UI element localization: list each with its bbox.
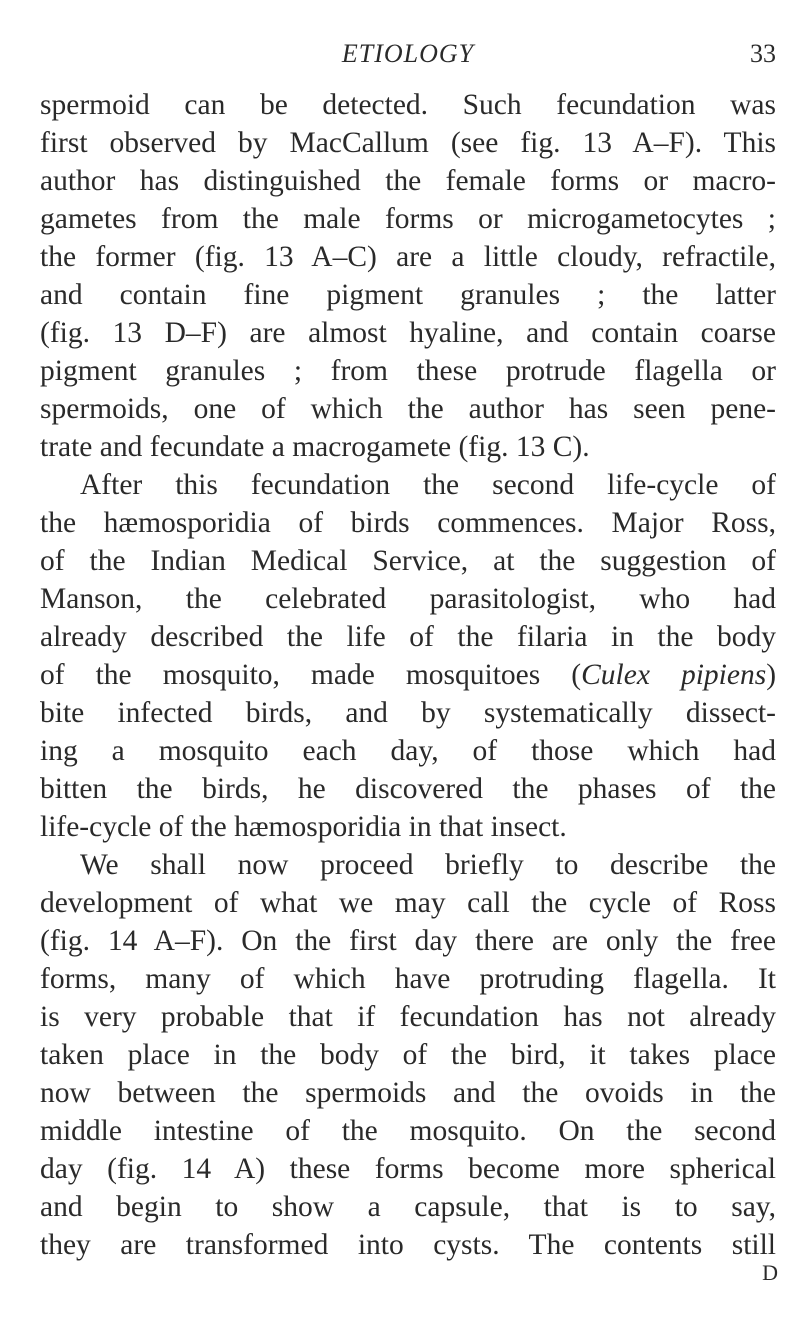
text-line: (fig. 14 A–F). On the first day there are only the free [40, 925, 776, 957]
text-line: trate and fecundate a macrogamete (fig. 13 C). [40, 431, 590, 463]
text-line: (fig. 13 D–F) are almost hyaline, and contain coarse [40, 317, 776, 349]
text-line: pigment granules ; from these protrude flagella or [40, 355, 776, 387]
text-line: forms, many of which have protruding flagella. It [40, 963, 776, 995]
signature-mark: D [762, 1260, 778, 1285]
text-line: the hæmosporidia of birds commences. Major Ross, [40, 507, 776, 539]
running-title: ETIOLOGY [341, 39, 475, 68]
text-line: now between the spermoids and the ovoids in the [40, 1077, 776, 1109]
text-line: bitten the birds, he discovered the phases of the [40, 773, 776, 805]
text-line: spermoids, one of which the author has seen pene- [40, 393, 776, 425]
text-line: is very probable that if fecundation has not already [40, 1001, 776, 1033]
text-line: We shall now proceed briefly to describe the [80, 849, 776, 881]
text-line: taken place in the body of the bird, it takes place [40, 1039, 776, 1071]
body-text [40, 86, 776, 1264]
text-line: life-cycle of the hæmosporidia in that insect. [40, 811, 567, 843]
text-line-with-italic [40, 656, 776, 694]
text-segment: ) [766, 659, 777, 691]
text-line: ing a mosquito each day, of those which had [40, 735, 776, 767]
text-line: day (fig. 14 A) these forms become more spherical [40, 1153, 776, 1185]
species-name: Culex pipiens [581, 659, 767, 691]
text-line: author has distinguished the female forms or macro- [40, 165, 776, 197]
text-line: and contain fine pigment granules ; the latter [40, 279, 776, 311]
text-line: already described the life of the filaria in the body [40, 621, 776, 653]
text-segment: of the mosquito, made mosquitoes ( [40, 659, 582, 691]
text-line: gametes from the male forms or microgametocytes ; [40, 203, 776, 235]
text-line: first observed by MacCallum (see fig. 13 A–F). This [40, 127, 776, 159]
page-number: 33 [750, 39, 776, 68]
text-line: and begin to show a capsule, that is to say, [40, 1191, 776, 1223]
text-line: they are transformed into cysts. The contents still [40, 1229, 776, 1261]
text-line: After this fecundation the second life-cycle of [80, 469, 776, 501]
text-line: spermoid can be detected. Such fecundation was [40, 89, 776, 121]
running-head [40, 34, 776, 74]
text-line: middle intestine of the mosquito. On the second [40, 1115, 776, 1147]
text-line: bite infected birds, and by systematically dissect- [40, 697, 776, 729]
text-line: Manson, the celebrated parasitologist, who had [40, 583, 776, 615]
text-line: of the Indian Medical Service, at the suggestion of [40, 545, 776, 577]
text-line: development of what we may call the cycle of Ross [40, 887, 776, 919]
text-line: the former (fig. 13 A–C) are a little cloudy, refractile, [40, 241, 776, 273]
